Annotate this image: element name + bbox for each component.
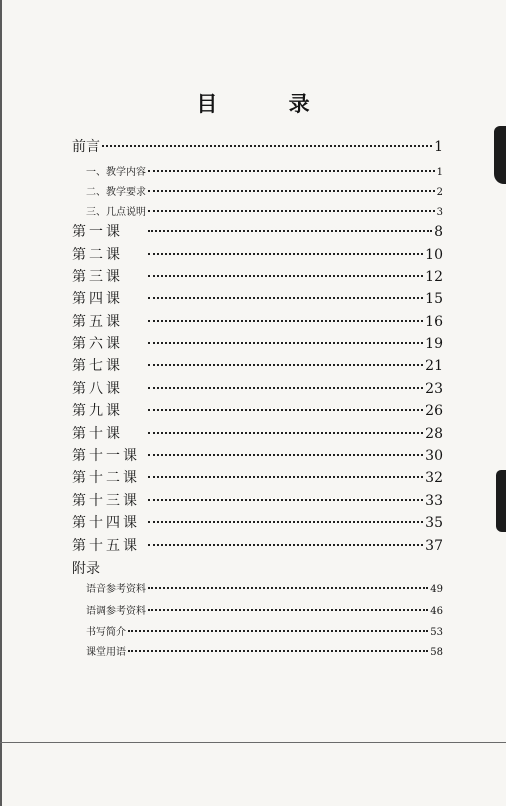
toc-entry-lesson[interactable] xyxy=(72,311,443,331)
toc-label: 第十一课 xyxy=(72,448,140,464)
toc-page-number: 32 xyxy=(425,470,443,486)
toc-page-number: 26 xyxy=(425,403,443,419)
toc-page-number: 30 xyxy=(425,448,443,464)
dot-leader xyxy=(148,544,423,546)
toc-entry-appendix-item[interactable] xyxy=(86,623,443,638)
toc-page-number: 33 xyxy=(425,493,443,509)
toc-entry-lesson[interactable] xyxy=(72,490,443,510)
toc-entry-preface-item[interactable] xyxy=(86,203,443,218)
page-title: 目 录 xyxy=(196,91,342,116)
dot-leader xyxy=(148,320,423,322)
toc-entry-lesson[interactable] xyxy=(72,535,443,555)
toc-label: 第一课 xyxy=(72,224,123,240)
toc-page-number: 49 xyxy=(430,584,443,595)
toc-page-number: 15 xyxy=(425,291,443,307)
toc-page-number: 37 xyxy=(425,538,443,554)
toc-label: 三、几点说明 xyxy=(86,207,146,218)
toc-page-number: 12 xyxy=(425,269,443,285)
dot-leader xyxy=(148,210,435,212)
dot-leader xyxy=(128,650,428,652)
toc-label: 第十课 xyxy=(72,426,123,442)
toc-page-number: 28 xyxy=(425,426,443,442)
page-bottom-rule xyxy=(0,742,506,743)
toc-entry-lesson[interactable] xyxy=(72,355,443,375)
dot-leader xyxy=(148,587,428,589)
toc-label: 第五课 xyxy=(72,314,123,330)
toc-label: 第八课 xyxy=(72,381,123,397)
toc-entry-lesson[interactable] xyxy=(72,378,443,398)
dot-leader xyxy=(148,275,423,277)
toc-entry-lesson[interactable] xyxy=(72,400,443,420)
toc-page-number: 10 xyxy=(425,247,443,263)
toc-entry-preface-item[interactable] xyxy=(86,183,443,198)
toc-label: 课堂用语 xyxy=(86,647,126,658)
toc-label: 第十五课 xyxy=(72,538,140,554)
scan-binding-mark xyxy=(494,126,506,184)
dot-leader xyxy=(148,609,428,611)
dot-leader xyxy=(148,297,423,299)
toc-label: 第七课 xyxy=(72,358,123,374)
toc-label: 一、教学内容 xyxy=(86,167,146,178)
toc-entry-lesson[interactable] xyxy=(72,423,443,443)
toc-label: 第四课 xyxy=(72,291,123,307)
scan-binding-mark xyxy=(496,470,506,532)
dot-leader xyxy=(148,342,423,344)
dot-leader xyxy=(148,230,432,232)
toc-label: 二、教学要求 xyxy=(86,187,146,198)
toc-label: 第六课 xyxy=(72,336,123,352)
toc-page-number: 19 xyxy=(425,336,443,352)
toc-label: 第九课 xyxy=(72,403,123,419)
toc-page-number: 3 xyxy=(436,207,443,218)
toc-entry-lesson[interactable] xyxy=(72,333,443,353)
toc-page-number: 23 xyxy=(425,381,443,397)
toc-page-number: 8 xyxy=(434,224,443,240)
dot-leader xyxy=(148,432,423,434)
toc-label: 第二课 xyxy=(72,247,123,263)
dot-leader xyxy=(148,364,423,366)
toc-label: 第十二课 xyxy=(72,470,140,486)
toc-entry-appendix-item[interactable] xyxy=(86,643,443,658)
dot-leader xyxy=(148,521,423,523)
toc-page-number: 53 xyxy=(430,627,443,638)
dot-leader xyxy=(148,499,423,501)
toc-label: 语音参考资料 xyxy=(86,584,146,595)
toc-label: 第十三课 xyxy=(72,493,140,509)
toc-label: 前言 xyxy=(72,139,100,155)
dot-leader xyxy=(148,170,435,172)
toc-entry-lesson[interactable] xyxy=(72,244,443,264)
toc-label: 第十四课 xyxy=(72,515,140,531)
toc-page-number: 1 xyxy=(436,167,443,178)
dot-leader xyxy=(148,476,423,478)
toc-page-number: 2 xyxy=(436,187,443,198)
toc-page-number: 46 xyxy=(430,606,443,617)
toc-entry-lesson[interactable] xyxy=(72,288,443,308)
appendix-heading[interactable]: 附录 xyxy=(72,561,100,577)
dot-leader xyxy=(102,145,432,147)
toc-page-number: 21 xyxy=(425,358,443,374)
dot-leader xyxy=(148,454,423,456)
toc-entry-appendix-item[interactable] xyxy=(86,580,443,595)
dot-leader xyxy=(148,409,423,411)
toc-entry-lesson[interactable] xyxy=(72,221,443,241)
toc-page-number: 35 xyxy=(425,515,443,531)
toc-entry-lesson[interactable] xyxy=(72,512,443,532)
dot-leader xyxy=(128,630,428,632)
dot-leader xyxy=(148,190,435,192)
page-left-edge xyxy=(0,0,2,806)
toc-entry-preface-item[interactable] xyxy=(86,163,443,178)
toc-page-number: 58 xyxy=(430,647,443,658)
dot-leader xyxy=(148,387,423,389)
toc-label: 语调参考资料 xyxy=(86,606,146,617)
toc-entry-appendix-item[interactable] xyxy=(86,602,443,617)
toc-entry-lesson[interactable] xyxy=(72,445,443,465)
toc-page-number: 16 xyxy=(425,314,443,330)
dot-leader xyxy=(148,253,423,255)
toc-label: 第三课 xyxy=(72,269,123,285)
toc-page-number: 1 xyxy=(434,139,443,155)
toc-label: 书写简介 xyxy=(86,627,126,638)
toc-entry-lesson[interactable] xyxy=(72,266,443,286)
toc-entry-preface[interactable] xyxy=(72,136,443,156)
toc-entry-lesson[interactable] xyxy=(72,467,443,487)
